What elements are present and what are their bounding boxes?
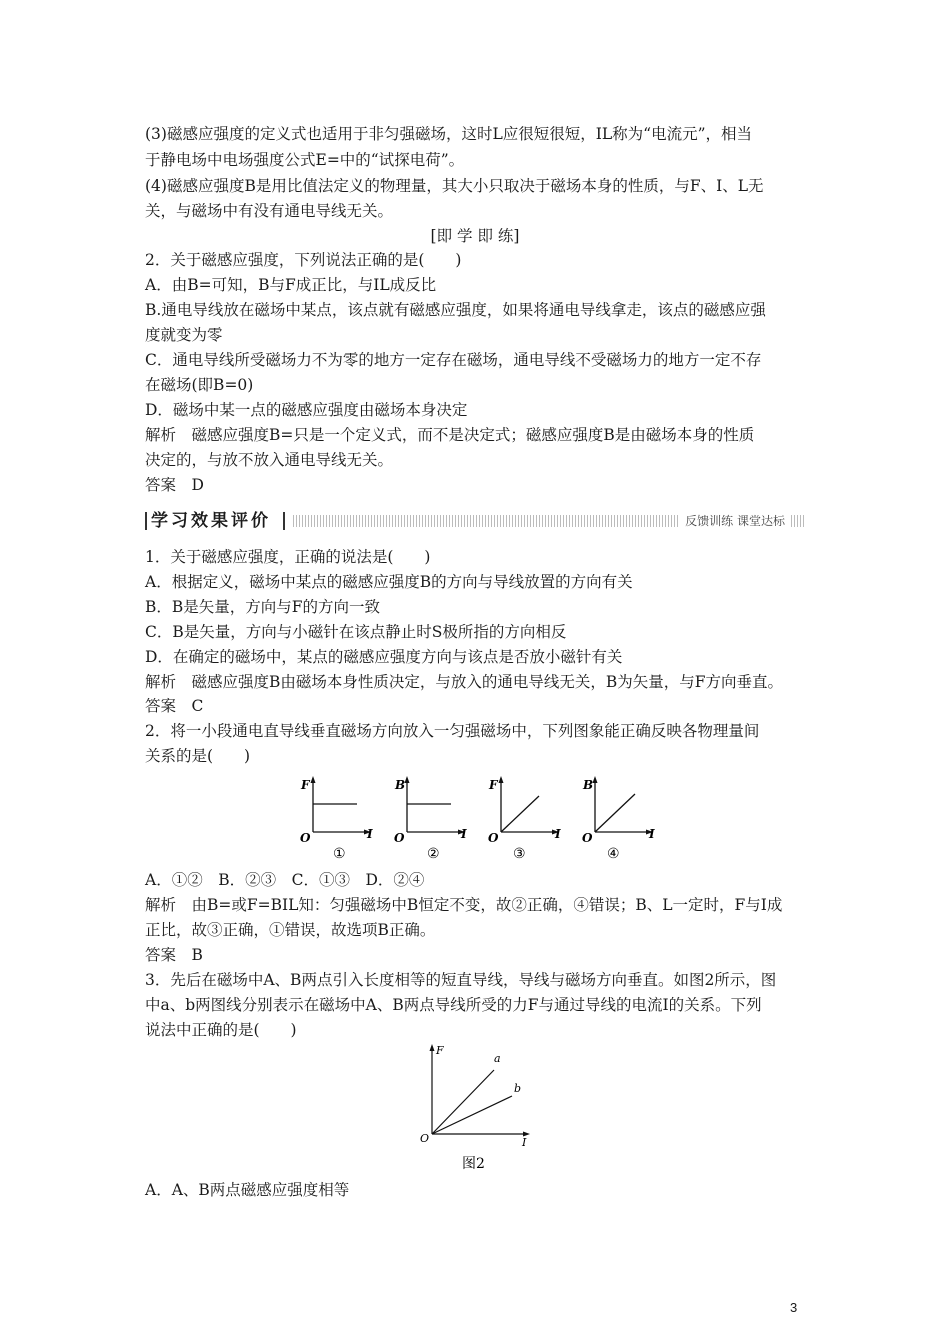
question-stem: 中a、b两图线分别表示在磁场中A、B两点导线所受的力F与通过导线的电流I的关系。下列 — [145, 996, 762, 1014]
question-stem: 说法中正确的是( ) — [145, 1021, 297, 1039]
figure-2 — [410, 1038, 540, 1173]
origin-label: O — [300, 831, 311, 845]
line-label: a — [494, 1052, 501, 1065]
axis-label: I — [461, 827, 467, 841]
banner-bar — [283, 512, 285, 530]
analysis-line: 解析 由B=或F=BIL知：匀强磁场中B恒定不变，故②正确，④错误；B、L一定时，F与I成 — [145, 896, 783, 914]
option-line: B．B是矢量，方向与F的方向一致 — [145, 598, 381, 616]
answer-line: 答案 D — [145, 476, 204, 494]
option-line: C．B是矢量，方向与小磁针在该点静止时S极所指的方向相反 — [145, 623, 567, 641]
analysis-line: 决定的，与放不放入通电导线无关。 — [145, 451, 394, 469]
text-line: 于静电场中电场强度公式E=中的“试探电荷”。 — [145, 151, 465, 169]
graph-2 — [394, 776, 467, 862]
line-a — [432, 1070, 494, 1134]
option-line: C．通电导线所受磁场力不为零的地方一定存在磁场，通电导线不受磁场力的地方一定不存 — [145, 351, 762, 369]
option-line: D．在确定的磁场中，某点的磁感应强度方向与该点是否放小磁针有关 — [145, 648, 623, 666]
analysis-line: 解析 磁感应强度B=只是一个定义式，而不是决定式；磁感应强度B是由磁场本身的性质 — [145, 426, 755, 444]
option-line: 度就变为零 — [145, 326, 223, 344]
banner-tag: 反馈训练 课堂达标 — [679, 513, 791, 529]
text-line: (3)磁感应强度的定义式也适用于非匀强磁场，这时L应很短很短，IL称为“电流元”，相当 — [145, 125, 753, 143]
graph-line — [595, 794, 635, 832]
page-number: 3 — [790, 1300, 798, 1315]
axis-label: B — [583, 778, 594, 792]
question-stem: 1．关于磁感应强度，正确的说法是( ) — [145, 548, 431, 566]
graph-number: ② — [427, 846, 440, 862]
graph-line — [501, 796, 539, 832]
question-stem: 2．将一小段通电直导线垂直磁场方向放入一匀强磁场中，下列图象能正确反映各物理量间 — [145, 722, 760, 740]
axis-label: F — [489, 778, 498, 792]
banner-bar — [145, 512, 147, 530]
text-line: (4)磁感应强度B是用比值法定义的物理量，其大小只取决于磁场本身的性质，与F、I、L无 — [145, 177, 764, 195]
graph-3 — [488, 776, 561, 862]
answer-line: 答案 C — [145, 697, 204, 715]
graph-number: ③ — [513, 846, 526, 862]
option-line: A．A、B两点磁感应强度相等 — [145, 1181, 350, 1199]
section-banner — [145, 510, 805, 532]
axis-label: B — [395, 778, 406, 792]
axis-label: I — [649, 827, 655, 841]
axis-label: F — [301, 778, 310, 792]
line-label: b — [514, 1082, 522, 1095]
question-stem: 关系的是( ) — [145, 747, 251, 765]
analysis-line: 解析 磁感应强度B由磁场本身性质决定，与放入的通电导线无关，B为矢量，与F方向垂直。 — [145, 673, 784, 691]
graph-4 — [582, 776, 655, 862]
question-stem: 3．先后在磁场中A、B两点引入长度相等的短直导线，导线与磁场方向垂直。如图2所示，图 — [145, 971, 777, 989]
question-stem: 2．关于磁感应强度，下列说法正确的是( ) — [145, 251, 462, 269]
graphs-figure — [295, 770, 675, 865]
axis-label: I — [522, 1136, 527, 1149]
origin-label: O — [582, 831, 593, 845]
option-line: 在磁场(即B=0) — [145, 376, 254, 394]
figure-caption: 图2 — [462, 1156, 485, 1172]
graph-1 — [300, 776, 373, 862]
axis-label: F — [436, 1044, 444, 1057]
answer-line: 答案 B — [145, 946, 203, 964]
option-line: A．①② B．②③ C．①③ D．②④ — [145, 871, 425, 889]
option-line: D．磁场中某一点的磁感应强度由磁场本身决定 — [145, 401, 468, 419]
section-heading-practice: [即 学 即 练] — [430, 227, 520, 245]
origin-label: O — [420, 1132, 430, 1145]
origin-label: O — [394, 831, 405, 845]
line-b — [432, 1096, 512, 1134]
graph-number: ④ — [607, 846, 620, 862]
option-line: A．由B=可知，B与F成正比，与IL成反比 — [145, 276, 437, 294]
axis-label: I — [367, 827, 373, 841]
graph-number: ① — [333, 846, 346, 862]
text-line: 关，与磁场中有没有通电导线无关。 — [145, 202, 394, 220]
option-line: B.通电导线放在磁场中某点，该点就有磁感应强度，如果将通电导线拿走，该点的磁感应强 — [145, 301, 766, 319]
analysis-line: 正比，故③正确，①错误，故选项B正确。 — [145, 921, 436, 939]
origin-label: O — [488, 831, 499, 845]
axis-label: I — [555, 827, 561, 841]
banner-title: 学习效果评价 — [151, 511, 271, 531]
option-line: A．根据定义，磁场中某点的磁感应强度B的方向与导线放置的方向有关 — [145, 573, 633, 591]
